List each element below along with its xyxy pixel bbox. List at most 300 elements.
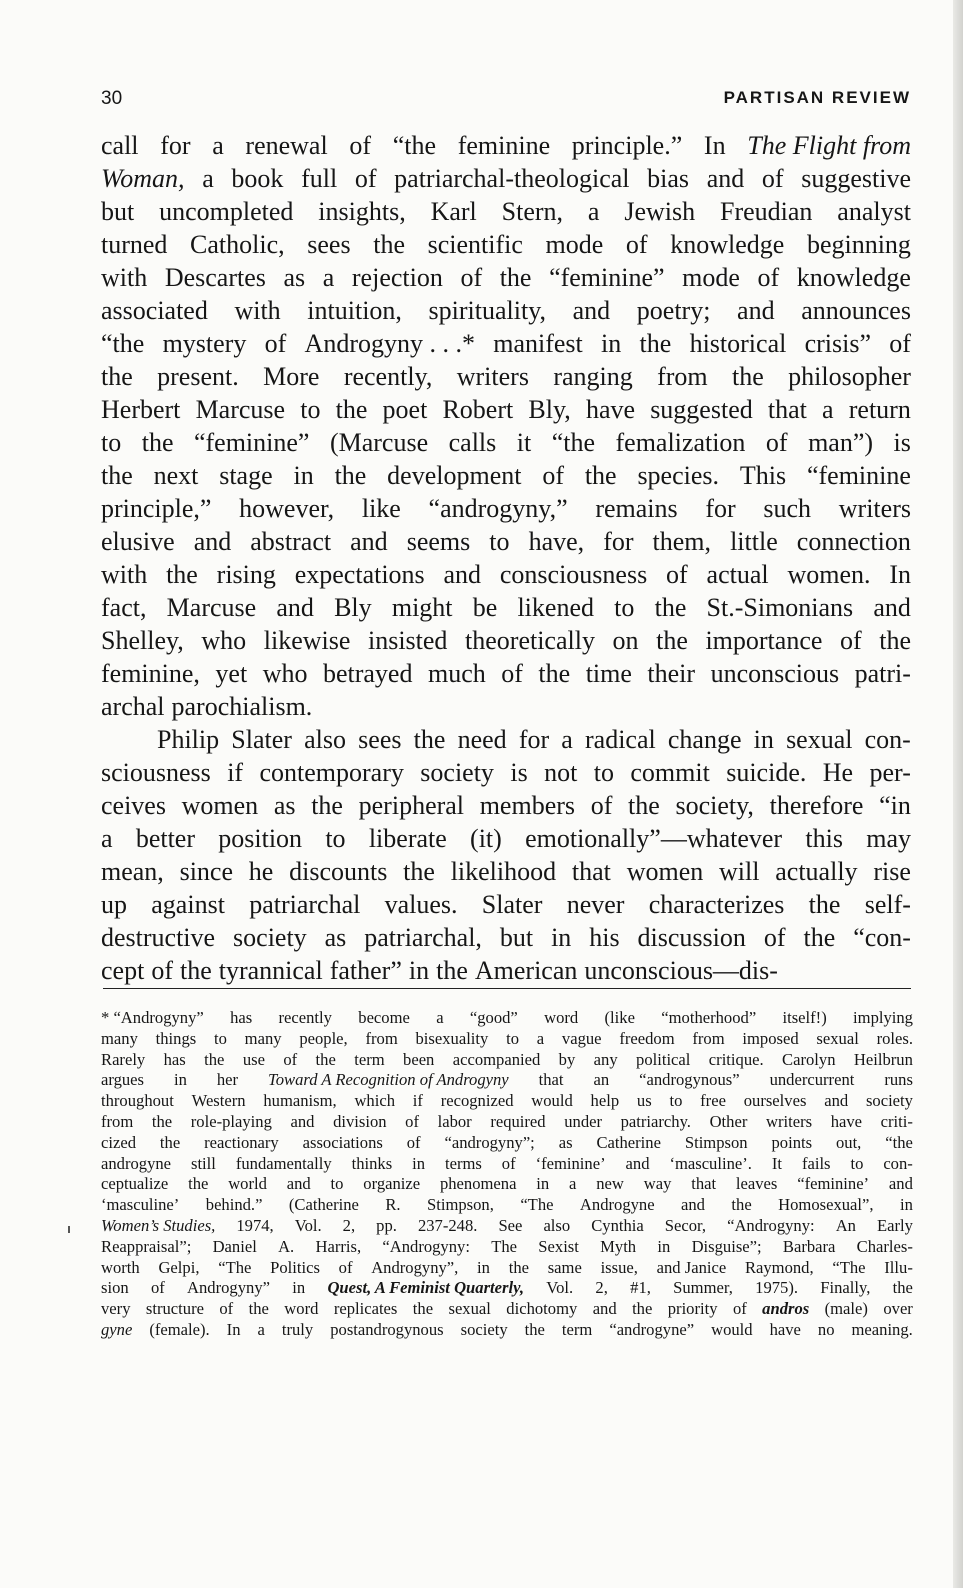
body-text-word: to <box>593 758 614 787</box>
body-text-word: insights, <box>318 197 406 226</box>
footnote-word: postandrogynous <box>330 1319 444 1339</box>
footnote-word: Harris, <box>315 1236 362 1256</box>
running-head: PARTISAN REVIEW <box>723 88 911 107</box>
body-text-word: the <box>101 461 133 490</box>
body-text-word: insisted <box>367 626 448 655</box>
body-text-word: associated <box>101 296 208 325</box>
footnote-word: and <box>290 1111 315 1131</box>
footnote-word: Secor, <box>664 1215 707 1235</box>
body-text-word: radical <box>585 725 656 754</box>
footnote-word: thinks <box>351 1153 393 1173</box>
footnote-word: a <box>436 1008 444 1027</box>
footnote-word: 1974, <box>236 1215 274 1235</box>
body-text-word: mystery <box>162 329 247 358</box>
footnote-word: “The <box>832 1257 866 1277</box>
body-text-word: book <box>231 164 284 193</box>
body-text-line <box>101 195 911 228</box>
footnote-word: Homosexual”, <box>778 1195 874 1215</box>
body-text-word: and <box>193 527 232 556</box>
footnote-word: * “Androgyny” <box>101 1008 204 1027</box>
body-text-word: seems <box>406 527 471 556</box>
body-text-line <box>101 492 911 525</box>
body-text-word: recently, <box>343 362 433 391</box>
body-text-word: a <box>322 263 335 292</box>
body-text-word: full <box>301 164 338 193</box>
body-text-word: of <box>354 164 377 193</box>
footnote-word: role-playing <box>190 1111 272 1131</box>
body-text-word: however, <box>239 494 335 523</box>
body-text-word: as <box>283 263 306 292</box>
body-text-word: poetry; <box>636 296 711 325</box>
footnote-word: Disguise”; <box>691 1236 762 1256</box>
body-text-word: destructive <box>101 923 216 952</box>
body-text-word: remains <box>595 494 678 523</box>
footnote-word: Cynthia <box>591 1215 644 1235</box>
footnote-word: behind.” <box>205 1195 263 1215</box>
footnote-word: an <box>593 1070 610 1090</box>
body-text-word: of <box>501 659 523 688</box>
body-text-word: this <box>805 824 843 853</box>
body-text-word: them, <box>652 527 712 556</box>
body-text-word: the <box>413 725 446 754</box>
body-text-line <box>101 690 911 723</box>
body-text-word: in <box>408 956 430 985</box>
body-text-word: he <box>248 857 274 886</box>
footnote-word: terms <box>444 1153 482 1173</box>
footnote-word: points <box>771 1132 813 1152</box>
body-text-word: feminine <box>457 131 551 160</box>
body-text-word: and <box>276 593 314 622</box>
body-text-word: and <box>737 296 775 325</box>
footnote-word: a <box>257 1319 265 1339</box>
body-text-word: patriarchal, <box>364 923 482 952</box>
footnote-word: leaves <box>735 1174 778 1194</box>
body-text-word: liberate <box>368 824 447 853</box>
body-text-line <box>101 360 911 393</box>
footnote-word: ‘masculine’ <box>101 1195 180 1215</box>
body-text-word: and <box>350 527 388 556</box>
footnote-word: under <box>564 1111 603 1131</box>
body-text-word: Stern, <box>501 197 564 226</box>
body-text-word: position <box>218 824 303 853</box>
footnote-word: has <box>230 1008 253 1027</box>
footnote-word: Catherine <box>596 1132 661 1152</box>
footnote-word: been <box>403 1049 435 1069</box>
footnote-word: gyne <box>101 1319 133 1339</box>
body-text-word: in <box>551 923 572 952</box>
footnote-word: In <box>226 1319 241 1339</box>
footnote-word: and <box>888 1174 913 1194</box>
body-text-word: likelihood <box>450 857 557 886</box>
body-text-word: of <box>839 626 862 655</box>
body-text-word: it <box>516 428 532 457</box>
footnote-word: in <box>536 1174 550 1194</box>
body-text-word: beginning <box>806 230 911 259</box>
footnote-word: imposed <box>742 1028 799 1048</box>
footnote-word: help <box>590 1091 620 1111</box>
body-text-word: time <box>585 659 632 688</box>
footnote-line <box>101 1237 913 1258</box>
footnote-word: freedom <box>619 1028 675 1048</box>
footnote-word: which <box>354 1091 395 1111</box>
body-text-word: never <box>566 890 625 919</box>
footnote-word: of <box>406 1132 421 1152</box>
footnote-word: no <box>817 1319 835 1339</box>
footnote-word: 1975). <box>755 1278 799 1298</box>
body-text-word: if <box>227 758 244 787</box>
body-text-word: of <box>460 263 483 292</box>
body-text-word: turned <box>101 230 168 259</box>
footnote-word: if <box>412 1091 423 1111</box>
footnote-word: and Janice <box>656 1257 727 1277</box>
body-text-word: society, <box>675 791 754 820</box>
body-text-word: renewal <box>245 131 328 160</box>
footnote-word: the <box>315 1049 336 1069</box>
footnote-word: phenomena <box>439 1174 517 1194</box>
body-text-word: the <box>166 560 198 589</box>
body-text-word: “the <box>392 131 437 160</box>
footnote-word: of <box>732 1299 747 1319</box>
body-text-word: women <box>181 791 259 820</box>
footnote-word: pp. <box>376 1215 397 1235</box>
body-text-word: stage <box>219 461 273 490</box>
body-text-word: principle,” <box>101 494 212 523</box>
footnote-word: The <box>491 1236 518 1256</box>
body-text-word: contemporary <box>259 758 404 787</box>
body-text-word: consciousness <box>499 560 648 589</box>
body-text-word: theoretically <box>465 626 595 655</box>
body-text-word: next <box>153 461 199 490</box>
footnote-word: throughout <box>101 1091 174 1111</box>
body-text-word: as <box>324 923 347 952</box>
footnote-line <box>101 1091 913 1112</box>
stray-mark <box>68 1226 70 1233</box>
footnote <box>101 1008 913 1341</box>
body-text-word: principle.” <box>571 131 683 160</box>
footnote-word: still <box>190 1153 216 1173</box>
body-text-line <box>101 789 911 822</box>
body-text-word: actual <box>706 560 769 589</box>
footnote-word: new <box>596 1174 624 1194</box>
footnote-word: to <box>850 1153 864 1173</box>
footnote-word: things <box>155 1028 197 1048</box>
body-text-word: the <box>639 329 672 358</box>
body-text-word: per- <box>869 758 911 787</box>
body-text-word: also <box>304 725 346 754</box>
footnote-word: Carolyn <box>782 1049 836 1069</box>
body-text-word: of <box>542 461 564 490</box>
footnote-word: her <box>216 1070 239 1090</box>
footnote-word: “good” <box>469 1008 518 1027</box>
body-text-line <box>101 855 911 888</box>
footnote-word: (female). <box>149 1319 210 1339</box>
footnote-word: Daniel <box>212 1236 257 1256</box>
body-text-word: spirituality, <box>428 296 547 325</box>
footnote-word: R. <box>385 1195 401 1215</box>
footnote-word: to <box>330 1174 344 1194</box>
body-text-word: the <box>335 395 368 424</box>
footnote-word: the <box>151 1111 173 1131</box>
footnote-word: in <box>173 1070 187 1090</box>
footnote-word: also <box>543 1215 571 1235</box>
body-text-word: members <box>479 791 576 820</box>
footnote-word: and <box>824 1091 849 1111</box>
footnote-word: and <box>681 1195 705 1215</box>
footnote-word: issue, <box>600 1257 638 1277</box>
body-text-word: have <box>585 395 636 424</box>
body-text-line <box>101 591 911 624</box>
footnote-word: and <box>286 1174 311 1194</box>
body-text-line <box>101 624 911 657</box>
body-text-word: and <box>572 296 611 325</box>
footnote-word: the <box>204 1049 225 1069</box>
footnote-word: the <box>248 1299 269 1319</box>
footnote-word: of <box>283 1049 298 1069</box>
body-text-word: Robert <box>442 395 514 424</box>
body-text-word: expectations <box>294 560 425 589</box>
page-edge-shadow <box>953 0 963 1588</box>
footnote-line <box>101 1278 913 1299</box>
footnote-word: (like <box>604 1008 635 1027</box>
footnote-word: meaning. <box>851 1319 913 1339</box>
footnote-word: argues <box>101 1070 145 1090</box>
body-text-word: elusive <box>101 527 175 556</box>
body-text-word: for <box>160 131 191 160</box>
footnote-word: (male) <box>824 1299 868 1319</box>
body-text-word: rising <box>216 560 276 589</box>
body-text-word: who <box>262 659 308 688</box>
footnote-word: implying <box>853 1008 913 1027</box>
body-text-word: for <box>518 725 550 754</box>
footnote-word: Quest, A Feminist Quarterly, <box>327 1278 524 1298</box>
footnote-word: from <box>101 1111 134 1131</box>
footnote-word: to <box>669 1091 683 1111</box>
footnote-word: by <box>558 1049 576 1069</box>
body-text-word: but <box>101 197 135 226</box>
body-text-word: ceives <box>101 791 166 820</box>
footnote-word: See <box>498 1215 523 1235</box>
footnote-word: ‘feminine’ <box>535 1153 606 1173</box>
footnote-word: political <box>636 1049 691 1069</box>
body-text-word: Androgyny . . .* <box>304 329 475 358</box>
body-text-word: intuition, <box>307 296 402 325</box>
body-text-word: such <box>763 494 812 523</box>
body-text-word: of <box>590 791 613 820</box>
footnote-word: the <box>159 1132 181 1152</box>
body-text-word: the <box>403 857 435 886</box>
body-text-line <box>101 228 911 261</box>
footnote-word: An <box>835 1215 856 1235</box>
body-text-word: Shelley, <box>101 626 184 655</box>
footnote-word: in <box>477 1257 490 1277</box>
body-text-word: (it) <box>470 824 502 853</box>
footnote-word: Illu- <box>884 1257 913 1277</box>
body-text-word: return <box>848 395 911 424</box>
footnote-word: fundamentally <box>235 1153 332 1173</box>
footnote-line <box>101 1320 913 1341</box>
footnote-word: 2, <box>342 1215 356 1235</box>
body-text-word: much <box>427 659 486 688</box>
body-text-word: commit <box>630 758 710 787</box>
body-text-word: the <box>808 890 841 919</box>
body-text-line <box>101 822 911 855</box>
footnote-word: patriarchy. <box>620 1111 691 1131</box>
body-text-word: to <box>614 593 635 622</box>
footnote-word: A. <box>278 1236 295 1256</box>
body-text-word: parochialism. <box>171 692 313 721</box>
footnote-line <box>101 1112 913 1133</box>
body-text-line <box>101 756 911 789</box>
body-text-word: “androgyny,” <box>428 494 568 523</box>
footnote-word: very <box>101 1299 131 1319</box>
footnote-word: Other <box>709 1111 748 1131</box>
body-text-word: American <box>474 956 578 985</box>
footnote-word: term <box>561 1319 593 1339</box>
footnote-word: “androgyny”; <box>444 1132 535 1152</box>
body-text-word: have, <box>528 527 585 556</box>
footnote-word: of <box>405 1111 419 1131</box>
body-text-word: little <box>730 527 778 556</box>
footnote-word: runs <box>884 1070 913 1090</box>
footnote-line <box>101 1008 913 1029</box>
footnote-word: reactionary <box>204 1132 279 1152</box>
footnote-word: society <box>460 1319 508 1339</box>
footnote-word: recently <box>278 1008 332 1027</box>
body-text-word: the <box>311 791 343 820</box>
footnote-word: organize <box>363 1174 421 1194</box>
body-text-word: a <box>101 824 113 853</box>
body-text-word: of <box>761 164 784 193</box>
footnote-word: society <box>865 1091 913 1111</box>
body-text-word: in <box>293 461 314 490</box>
footnote-word: sion <box>101 1278 129 1298</box>
footnote-word: itself!) <box>782 1008 827 1027</box>
footnote-word: of <box>338 1257 353 1277</box>
footnote-word: Politics <box>270 1257 320 1277</box>
footnote-word: Heilbrun <box>853 1049 913 1069</box>
body-text-word: of <box>151 956 173 985</box>
footnote-rule <box>103 988 911 989</box>
footnote-word: It <box>771 1153 782 1173</box>
footnote-word: bisexuality <box>415 1028 489 1048</box>
body-text-line <box>101 294 911 327</box>
footnote-word: Rarely <box>101 1049 146 1069</box>
body-text-word: “feminine” <box>193 428 310 457</box>
footnote-word: of <box>501 1153 516 1173</box>
footnote-word: Vol. <box>546 1278 574 1298</box>
body-text-word: against <box>151 890 225 919</box>
body-text-word: Freudian <box>720 197 813 226</box>
footnote-word: dichotomy <box>506 1299 578 1319</box>
body-text-word: fact, <box>101 593 147 622</box>
body-text-word: on <box>612 626 639 655</box>
footnote-word: over <box>883 1299 913 1319</box>
body-text-word: Bly, <box>528 395 571 424</box>
footnote-word: a <box>569 1174 577 1194</box>
footnote-word: Vol. <box>294 1215 322 1235</box>
body-text-word: and <box>706 164 745 193</box>
body-text-word: the <box>628 791 660 820</box>
body-text-word: the <box>584 461 617 490</box>
body-text-word: with <box>101 263 148 292</box>
body-text-word: women <box>626 857 704 886</box>
body-text-word: that <box>767 395 807 424</box>
footnote-line <box>101 1070 913 1091</box>
body-text-word: a <box>587 197 600 226</box>
body-text-word: connection <box>796 527 911 556</box>
body-text-word: society <box>420 758 494 787</box>
body-text-word: rise <box>873 857 911 886</box>
footnote-word: Androgyne <box>579 1195 655 1215</box>
body-text-word: cept <box>101 956 145 985</box>
footnote-word: to <box>506 1028 520 1048</box>
body-text-word: the <box>101 362 133 391</box>
footnote-word: would <box>711 1319 753 1339</box>
footnote-word: the <box>892 1278 913 1298</box>
body-text-word: a <box>202 164 214 193</box>
body-text-word: father” <box>329 956 402 985</box>
body-text-word: likewise <box>263 626 351 655</box>
body-text-word: patriarchal-theological <box>394 164 630 193</box>
body-text-word: of <box>889 329 911 358</box>
body-text-word: tyrannical <box>218 956 323 985</box>
body-text-word: the <box>179 956 212 985</box>
body-text-word: discounts <box>289 857 388 886</box>
body-text-word: the <box>654 593 687 622</box>
body-text-word: of <box>666 560 688 589</box>
body-text-line <box>101 162 911 195</box>
body-text-word: species. <box>637 461 720 490</box>
body-text-word: patriarchal <box>249 890 361 919</box>
footnote-word: Androgyny” <box>187 1278 270 1298</box>
footnote-line <box>101 1133 913 1154</box>
body-text-word: “in <box>879 791 911 820</box>
body-text-word: a <box>822 395 834 424</box>
footnote-word: priority <box>667 1299 718 1319</box>
body-text-word: actually <box>775 857 858 886</box>
body-text-word: historical <box>689 329 787 358</box>
footnote-word: has <box>163 1049 186 1069</box>
body-text-word: crisis” <box>804 329 872 358</box>
body-text-word: his <box>589 923 620 952</box>
body-text-word: Jewish <box>624 197 696 226</box>
footnote-word: “androgynous” <box>639 1070 740 1090</box>
body-text-word: with <box>234 296 281 325</box>
footnote-word: labor <box>437 1111 472 1131</box>
body-text-word: St.-Simonians <box>706 593 854 622</box>
body-text-word: of <box>349 131 372 160</box>
body-text-word: “feminine <box>806 461 911 490</box>
body-text-word: Catholic, <box>190 230 285 259</box>
footnote-word: Myth <box>600 1236 637 1256</box>
body-text-word: mode <box>545 230 604 259</box>
footnote-word: Barbara <box>782 1236 836 1256</box>
body-text-word: knowledge <box>670 230 785 259</box>
footnote-word: associations <box>302 1132 383 1152</box>
body-text-word: unconscious—dis- <box>584 956 778 985</box>
body-text-word: In <box>703 131 726 160</box>
footnote-word: critique. <box>708 1049 764 1069</box>
footnote-word: “The <box>218 1257 252 1277</box>
footnote-word: use <box>242 1049 265 1069</box>
footnote-word: criti- <box>880 1111 913 1131</box>
body-text-word: characterizes <box>648 890 785 919</box>
body-text-word: is <box>893 428 911 457</box>
footnote-word: writers <box>765 1111 813 1131</box>
body-text-line <box>101 558 911 591</box>
body-text-word: More <box>263 362 320 391</box>
body-text-line <box>101 393 911 426</box>
